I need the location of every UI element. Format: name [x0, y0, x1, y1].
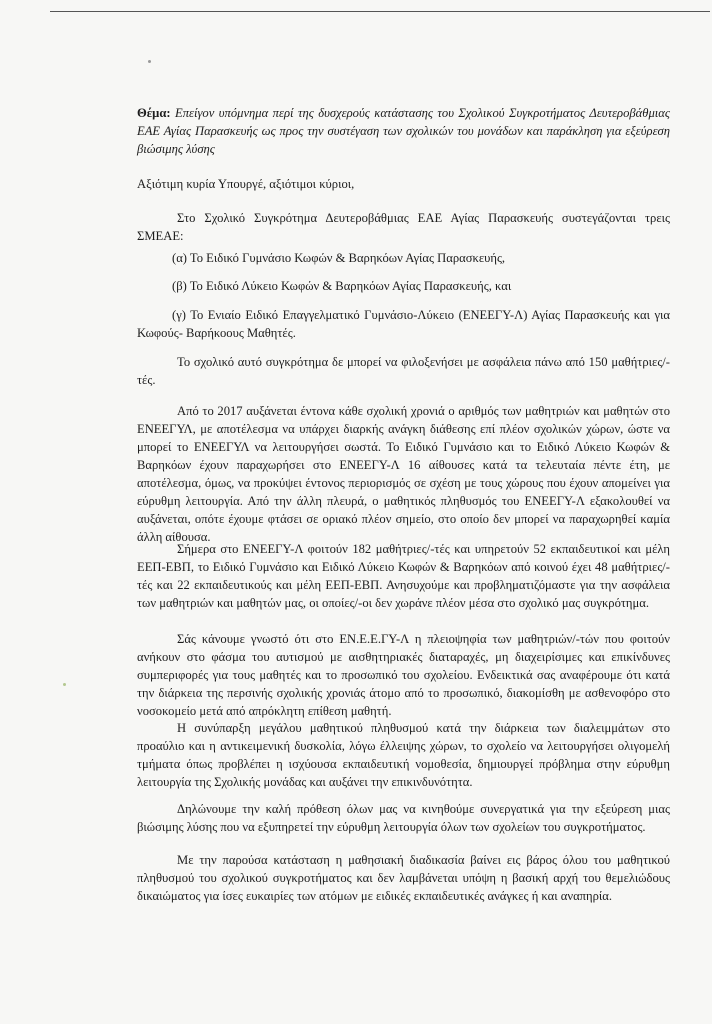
- scan-speck: [63, 683, 66, 686]
- today-paragraph: Σήμερα στο ΕΝΕΕΓΥ-Λ φοιτούν 182 μαθήτριες/-τές και υπηρετούν 52 εκπαιδευτικοί και μέλη ΕΕΠ-ΕΒΠ, το Ειδικό Γυμνάσιο και Ειδικό Λύκειο Κωφών & Βαρηκόων από κοινού έχει 48 μαθήτριες/-τές και 22 εκπαιδευτικούς και μέλη ΕΕΠ-ΕΒΠ. Ανησυχούμε και προβληματιζόμαστε για την ασφάλεια των μαθητριών και μαθητών μας, οι οποίες/-οι δεν χωράνε πλέον μέσα στο σχολικό μας συγκρότημα.: [137, 542, 670, 610]
- greeting: Αξιότιμη κυρία Υπουργέ, αξιότιμοι κύριοι,: [137, 177, 355, 191]
- list-item-a: (α) Το Ειδικό Γυμνάσιο Κωφών & Βαρηκόων Αγίας Παρασκευής,: [172, 251, 506, 265]
- list-item-b: (β) Το Ειδικό Λύκειο Κωφών & Βαρηκόων Αγίας Παρασκευής, και: [172, 279, 512, 293]
- intent-paragraph: Δηλώνουμε την καλή πρόθεση όλων μας να κινηθούμε συνεργατικά για την εξεύρεση μιας βιώσιμης λύσης που να εξυπηρετεί την εύρυθμη λειτουργία όλων των σχολείων του συγκροτήματος.: [137, 802, 670, 834]
- subject-text: Επείγον υπόμνημα περί της δυσχερούς κατάστασης του Σχολικού Συγκροτήματος Δευτεροβάθμιας ΕΑΕ Αγίας Παρασκευής ως προς την συστέγαση των σχολικών του μονάδων και παράκληση για εξεύρεση βιώσιμης λύσης: [137, 106, 670, 156]
- subject-label: Θέμα:: [137, 106, 171, 120]
- autism-paragraph: Σάς κάνουμε γνωστό ότι στο ΕΝ.Ε.Ε.ΓΥ-Λ η πλειοψηφία των μαθητριών/-τών που φοιτούν ανήκουν στο φάσμα του αυτισμού με αισθητηριακές διαταραχές, μη διαχειρίσιμες και επικίνδυνες συμπεριφορές για τους μαθητές και το προσωπικό του σχολείου. Ενδεικτικά σας αναφέρουμε ότι κατά την διάρκεια της περσινής σχολικής χρονιάς άτομο από το προσωπικό, διακομίσθη με ασθενοφόρο στο νοσοκομείο μετά από απρόκλητη επίθεση μαθητή.: [137, 632, 670, 718]
- list-item-c: (γ) Το Ενιαίο Ειδικό Επαγγελματικό Γυμνάσιο-Λύκειο (ΕΝΕΕΓΥ-Λ) Αγίας Παρασκευής και για Κωφούς- Βαρήκοους Μαθητές.: [137, 308, 670, 340]
- coexistence-paragraph: Η συνύπαρξη μεγάλου μαθητικού πληθυσμού κατά την διάρκεια των διαλειμμάτων στο προαύλιο και η αντικειμενική δυσκολία, λόγω έλλειψης χώρων, το σχολείο να λειτουργήσει ολιγομελή τμήματα όπως προβλέπει η ισχύουσα εκπαιδευτική νομοθεσία, δημιουργεί πρόβλημα στην εύρυθμη λειτουργία της Σχολικής μονάδας και αυξάνει την επικινδυνότητα.: [137, 721, 670, 789]
- scan-speck: [148, 60, 151, 63]
- intro-paragraph: Στο Σχολικό Συγκρότημα Δευτεροβάθμιας ΕΑΕ Αγίας Παρασκευής συστεγάζονται τρεις ΣΜΕΑΕ:: [137, 211, 670, 243]
- subject-block: [137, 104, 670, 158]
- closing-paragraph: Με την παρούσα κατάσταση η μαθησιακή διαδικασία βαίνει εις βάρος όλου του μαθητικού πληθυσμού του σχολικού συγκροτήματος και δεν λαμβάνεται υπόψη η βασική αρχή του θεμελιώδους δικαιώματος για ίσες ευκαιρίες των ατόμων με ειδικές εκπαιδευτικές ανάγκες ή και αναπηρία.: [137, 853, 670, 903]
- growth-paragraph: Από το 2017 αυξάνεται έντονα κάθε σχολική χρονιά ο αριθμός των μαθητριών και μαθητών στο ΕΝΕΕΓΥΛ, με αποτέλεσμα να υπάρχει διαρκής ανάγκη διάθεσης επί πλέον σχολικών χώρων, ώστε να μπορεί το ΕΝΕΕΓΥΛ να λειτουργήσει σωστά. Το Ειδικό Γυμνάσιο και το Ειδικό Λύκειο Κωφών & Βαρηκόων έχουν παραχωρήσει στο ΕΝΕΕΓΥ-Λ 16 αίθουσες κατά τα τελευταία πέντε έτη, με αποτέλεσμα, όμως, να προκύψει έντονος περιορισμός σε σχέση με τους χώρους που έχουν απομείνει για εύρυθμη λειτουργία. Από την άλλη πλευρά, ο μαθητικός πληθυσμός του ΕΝΕΕΓΥ-Λ εξακολουθεί να αυξάνεται, οπότε έχουμε φτάσει σε οριακό πλέον σημείο, στο οποίο δεν μπορεί να παραχωρηθεί καμία άλλη αίθουσα.: [137, 404, 670, 544]
- capacity-paragraph: Το σχολικό αυτό συγκρότημα δε μπορεί να φιλοξενήσει με ασφάλεια πάνω από 150 μαθήτριες/-τές.: [137, 355, 670, 387]
- top-rule: [50, 11, 710, 12]
